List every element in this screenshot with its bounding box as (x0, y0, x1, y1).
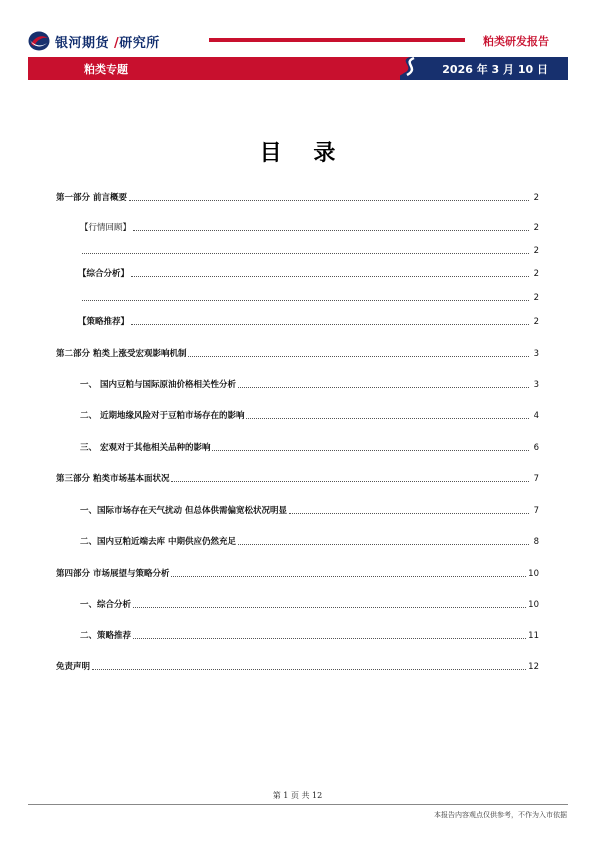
header-red-line (209, 38, 465, 42)
toc-entry[interactable] (80, 534, 539, 548)
report-type: 粕类研发报告 (483, 35, 549, 48)
toc-leader (212, 450, 529, 451)
toc-entry-page: 2 (533, 293, 539, 303)
report-date: 2026 年 3 月 10 日 (442, 63, 548, 76)
toc-leader (131, 276, 529, 277)
brand-division: 研究所 (119, 35, 160, 51)
toc-entry-text: 【综合分析】 (78, 269, 130, 279)
toc-entry-page: 2 (533, 223, 539, 233)
toc-entry[interactable] (56, 471, 539, 485)
toc-entry[interactable] (78, 314, 539, 328)
toc-entry[interactable] (80, 290, 539, 304)
galaxy-logo-icon (28, 31, 50, 51)
toc-entry[interactable] (56, 346, 539, 360)
toc-entry[interactable] (80, 628, 539, 642)
toc-entry-text: 二、策略推荐 (80, 631, 132, 641)
toc-entry-text: 一、 国内豆粕与国际原油价格相关性分析 (80, 380, 236, 390)
toc-entry-text: 第二部分 粕类上涨受宏观影响机制 (56, 349, 187, 359)
toc-entry-text: 二、国内豆粕近端去库 中期供应仍然充足 (80, 537, 236, 547)
toc-leader (131, 324, 529, 325)
toc-entry-text: 【策略推荐】 (78, 317, 130, 327)
toc-entry-page: 12 (528, 662, 539, 672)
toc-entry[interactable] (80, 243, 539, 257)
toc-entry-text: 一、综合分析 (80, 600, 132, 610)
toc-entry-text: 第四部分 市场展望与策略分析 (56, 569, 170, 579)
toc-entry-text: 二、 近期地缘风险对于豆粕市场存在的影响 (80, 411, 245, 421)
toc-entry-text: 【行情回顾】 (80, 223, 132, 233)
toc-entry-page: 7 (533, 506, 539, 516)
toc-entry-page: 8 (533, 537, 539, 547)
page-indicator: 第 1 页 共 12 (272, 791, 323, 800)
toc-entry[interactable] (78, 266, 539, 280)
toc-entry-text: 第一部分 前言概要 (56, 193, 127, 203)
toc-entry[interactable] (80, 220, 539, 234)
toc-entry-page: 2 (533, 246, 539, 256)
brand-logo (28, 31, 160, 51)
toc-leader (238, 387, 529, 388)
toc-leader (82, 253, 529, 254)
toc-leader (133, 230, 529, 231)
toc-entry-text: 第三部分 粕类市场基本面状况 (56, 474, 170, 484)
toc-entry-page: 3 (533, 349, 539, 359)
toc-entry-page: 11 (528, 631, 539, 641)
toc-entry-page: 6 (533, 443, 539, 453)
swoosh-icon (380, 57, 428, 80)
header-band (28, 57, 568, 80)
toc-entry[interactable] (80, 440, 539, 454)
toc-leader (133, 638, 526, 639)
topic-label: 粕类专题 (84, 63, 128, 76)
toc-leader (246, 418, 529, 419)
toc-leader (82, 300, 529, 301)
toc-leader (171, 576, 526, 577)
toc-entry-page: 2 (533, 269, 539, 279)
toc-leader (133, 607, 526, 608)
footer-disclaimer: 本报告内容观点仅供参考，不作为入市依据 (434, 811, 567, 819)
toc-entry-text: 免责声明 (56, 662, 91, 672)
toc-entry-page: 2 (533, 193, 539, 203)
brand-slash: / (114, 35, 120, 51)
toc-entry[interactable] (80, 377, 539, 391)
toc-entry-page: 7 (533, 474, 539, 484)
toc-entry[interactable] (56, 566, 539, 580)
toc-entry[interactable] (80, 597, 539, 611)
toc-entry-page: 4 (533, 411, 539, 421)
toc-entry[interactable] (56, 190, 539, 204)
toc-leader (171, 481, 529, 482)
toc-entry-text: 三、 宏观对于其他相关品种的影响 (80, 443, 211, 453)
toc-leader (289, 513, 529, 514)
toc-entry-text: 一、国际市场存在天气扰动 但总体供需偏宽松状况明显 (80, 506, 287, 516)
toc-leader (188, 356, 529, 357)
footer-rule (28, 804, 568, 805)
toc-entry[interactable] (80, 408, 539, 422)
toc-leader (92, 669, 526, 670)
toc-title: 目 录 (259, 141, 348, 166)
toc-leader (238, 544, 529, 545)
toc-entry-page: 10 (528, 569, 539, 579)
toc-leader (129, 200, 529, 201)
toc-entry-page: 3 (533, 380, 539, 390)
toc-entry[interactable] (56, 659, 539, 673)
toc-entry-page: 2 (533, 317, 539, 327)
toc-entry[interactable] (80, 503, 539, 517)
toc-entry-page: 10 (528, 600, 539, 610)
brand-name: 银河期货 (55, 35, 110, 51)
